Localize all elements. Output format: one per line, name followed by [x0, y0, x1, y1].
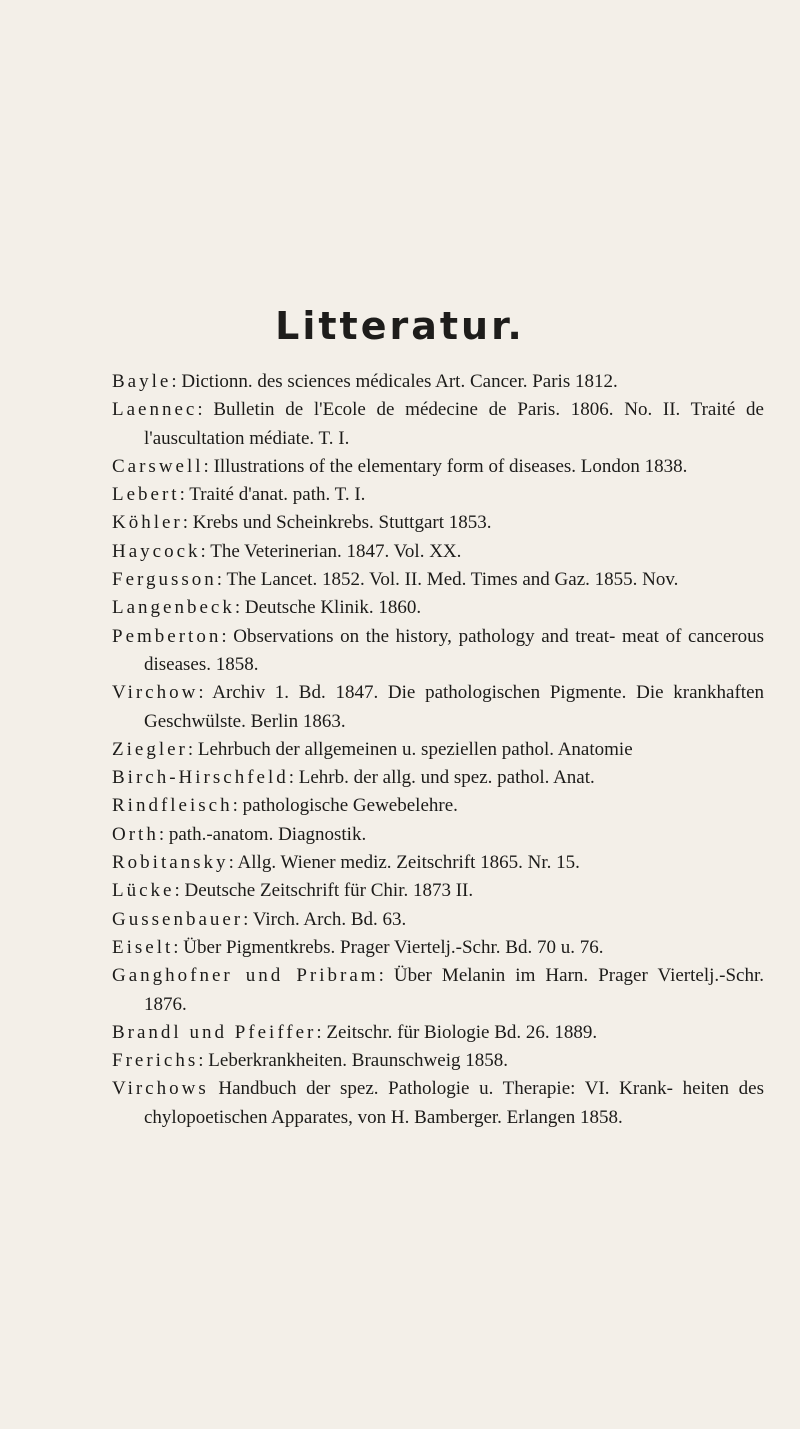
entry-text: : Illustrations of the elementary form of diseases. London 1838. [203, 455, 688, 477]
bibliography-entry [112, 736, 764, 764]
entry-text: : path.-anatom. Diagnostik. [158, 823, 367, 845]
bibliography-entry [112, 623, 764, 680]
entry-author: Ganghofner und Pribram [112, 965, 379, 987]
bibliography-entry [112, 962, 764, 1019]
entry-text: : Observations on the history, pathology and treat- meat of cancerous diseases. 1858. [144, 625, 764, 675]
entry-author: Eiselt [112, 936, 174, 958]
entry-author: Brandl und Pfeiffer [112, 1021, 317, 1043]
entry-author: Köhler [112, 512, 183, 534]
entry-author: Frerichs [112, 1050, 199, 1072]
bibliography-entry [112, 594, 764, 622]
bibliography-entry [112, 849, 764, 877]
entry-text: : The Lancet. 1852. Vol. II. Med. Times and Gaz. 1855. Nov. [216, 569, 679, 591]
entry-text: : Über Pigmentkrebs. Prager Viertelj.-Schr. Bd. 70 u. 76. [173, 936, 604, 958]
bibliography-entry [112, 1019, 764, 1047]
entry-author: Ziegler [112, 738, 188, 760]
entry-text: : Bulletin de l'Ecole de médecine de Paris. 1806. No. II. Traité de l'auscultation médiate. T. I. [144, 399, 764, 449]
entry-text: : Allg. Wiener mediz. Zeitschrift 1865. Nr. 15. [228, 852, 580, 874]
entry-author: Lücke [112, 880, 175, 902]
entry-author: Pemberton [112, 625, 222, 647]
entry-text: : pathologische Gewebelehre. [232, 795, 458, 817]
bibliography-entry [112, 792, 764, 820]
entry-text: : The Veterinerian. 1847. Vol. XX. [200, 540, 462, 562]
entry-author: Laennec [112, 399, 198, 421]
page-title: Litteratur. [275, 304, 525, 348]
bibliography-entry [112, 481, 764, 509]
entry-author: Rindfleisch [112, 795, 233, 817]
bibliography-entry [112, 509, 764, 537]
entry-text: : Lehrb. der allg. und spez. pathol. Anat. [288, 767, 595, 789]
entry-text: : Virch. Arch. Bd. 63. [243, 908, 407, 930]
entry-author: Lebert [112, 484, 180, 506]
bibliography-entry [112, 906, 764, 934]
entry-author: Orth [112, 823, 159, 845]
bibliography-entry [112, 1047, 764, 1075]
entry-text: : Lehrbuch der allgemeinen u. speziellen pathol. Anatomie [187, 738, 633, 760]
entry-author: Virchow [112, 682, 199, 704]
bibliography-entry [112, 934, 764, 962]
entry-text: : Archiv 1. Bd. 1847. Die pathologischen Pigmente. Die krankhaften Geschwülste. Berlin 1863. [144, 682, 764, 732]
entry-text: : Zeitschr. für Biologie Bd. 26. 1889. [316, 1021, 598, 1043]
entry-author: Carswell [112, 455, 204, 477]
entry-text: : Über Melanin im Harn. Prager Viertelj.-Schr. 1876. [144, 965, 764, 1015]
bibliography-entry [112, 679, 764, 736]
bibliography-entry [112, 764, 764, 792]
entry-author: Robitansky [112, 852, 229, 874]
entry-text: : Dictionn. des sciences médicales Art. Cancer. Paris 1812. [171, 371, 618, 392]
bibliography-entry [112, 453, 764, 481]
entry-author: Langenbeck [112, 597, 235, 619]
bibliography-entry [112, 368, 764, 396]
bibliography-entry [112, 538, 764, 566]
entry-author: Birch-Hirschfeld [112, 767, 289, 789]
entry-author: Virchows [112, 1078, 209, 1100]
entry-text: : Deutsche Klinik. 1860. [234, 597, 422, 619]
entry-text: : Traité d'anat. path. T. I. [179, 484, 366, 506]
bibliography-entry [112, 566, 764, 594]
entry-author: Gussenbauer [112, 908, 244, 930]
entry-text: : Deutsche Zeitschrift für Chir. 1873 II. [174, 880, 474, 902]
entry-author: Fergusson [112, 569, 217, 591]
bibliography-entry [112, 1075, 764, 1132]
bibliography-entry [112, 877, 764, 905]
entry-text: : Krebs und Scheinkrebs. Stuttgart 1853. [182, 512, 492, 534]
entry-text: : Leberkrankheiten. Braunschweig 1858. [198, 1050, 508, 1072]
entry-text: Handbuch der spez. Pathologie u. Therapie: VI. Krank- heiten des chylopoetischen Apparates, von H. Bamberger. Erlangen 1858. [144, 1078, 764, 1128]
bibliography-entry [112, 396, 764, 453]
entry-author: Bayle [112, 371, 172, 392]
bibliography-entry [112, 821, 764, 849]
entry-author: Haycock [112, 540, 201, 562]
bibliography-list [112, 368, 764, 1132]
